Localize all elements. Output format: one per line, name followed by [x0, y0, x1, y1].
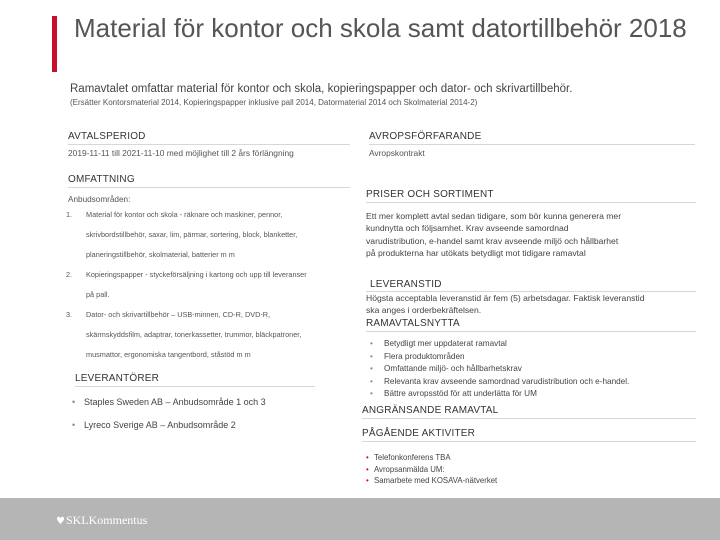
list-number: 2. — [66, 270, 73, 279]
activity-item: • Avropsanmälda UM: — [366, 464, 696, 476]
activity-item: • Telefonkonferens TBA — [366, 452, 696, 464]
ramavtalsnytta-list — [370, 338, 710, 401]
omfattning-intro: Anbudsområden: — [68, 195, 131, 204]
angransande-divider — [362, 418, 696, 419]
pagaende-divider — [362, 441, 696, 442]
angransande-heading: ANGRÄNSANDE RAMAVTAL — [362, 405, 499, 416]
skl-kommentus-logo — [56, 513, 147, 528]
omfattning-divider — [68, 187, 350, 188]
list-line: Kopieringspapper - styckeförsäljning i kartong och upp till leveranser — [86, 270, 307, 279]
list-line: skrivbordstillbehör, saxar, lim, pärmar, sortering, block, blanketter, — [86, 230, 298, 239]
leverantorer-divider — [75, 386, 315, 387]
pagaende-list — [366, 452, 696, 487]
list-line: skärmskyddsfilm, adaptrar, tonerkassetter, trummor, bläckpatroner, — [86, 330, 302, 339]
benefit-item: • Bättre avropsstöd för att underlätta för UM — [370, 388, 710, 401]
leveranstid-text — [366, 292, 706, 317]
list-number: 1. — [66, 210, 73, 219]
avropsforfarande-text: Avropskontrakt — [369, 148, 425, 158]
list-line: planeringstillbehör, skolmaterial, batterier m m — [86, 250, 235, 259]
agreement-summary: Ramavtalet omfattar material för kontor och skola, kopieringspapper och dator- och skrivartillbehör. — [70, 83, 573, 95]
page-title: Material för kontor och skola samt datortillbehör 2018 — [74, 13, 687, 43]
list-line: Material för kontor och skola - räknare och maskiner, pennor, — [86, 210, 283, 219]
list-number: 3. — [66, 310, 73, 319]
list-line: på pall. — [86, 290, 110, 299]
list-line: Dator- och skrivartillbehör – USB-minnen, CD-R, DVD-R, — [86, 310, 271, 319]
avropsforfarande-heading: AVROPSFÖRFARANDE — [369, 131, 482, 142]
avropsforfarande-divider — [369, 144, 695, 145]
anbudsomraden-list — [66, 205, 356, 365]
leveranstid-line: Högsta acceptabla leveranstid är fem (5) arbetsdagar. Faktisk leveranstid — [366, 293, 645, 303]
ramavtalsnytta-divider — [366, 331, 696, 332]
pagaende-heading: PÅGÅENDE AKTIVITER — [362, 428, 476, 439]
priser-divider — [366, 202, 696, 203]
avtalsperiod-divider — [68, 144, 350, 145]
list-line: musmattor, ergonomiska tangentbord, ståstöd m m — [86, 350, 251, 359]
leveranstid-line: ska anges i orderbekräftelsen. — [366, 305, 482, 316]
priser-line: varudistribution, e-handel samt krav avseende miljö och hållbarhet — [366, 235, 619, 246]
leverantorer-list — [72, 391, 352, 437]
priser-line: på produkterna har utökats betydligt mot tidigare ramavtal — [366, 247, 586, 258]
avtalsperiod-text: 2019-11-11 till 2021-11-10 med möjlighet till 2 års förlängning — [68, 148, 294, 158]
leverantorer-heading: LEVERANTÖRER — [75, 373, 160, 384]
list-item — [66, 205, 356, 265]
replaces-note: (Ersätter Kontorsmaterial 2014, Kopieringspapper inklusive pall 2014, Datormaterial 2014 och Skolmaterial 2014-2) — [70, 98, 478, 107]
supplier-item: • Staples Sweden AB – Anbudsområde 1 och 3 — [72, 391, 352, 414]
priser-heading: PRISER OCH SORTIMENT — [366, 189, 494, 200]
priser-text — [366, 210, 706, 259]
benefit-item: • Omfattande miljö- och hållbarhetskrav — [370, 363, 710, 376]
benefit-item: • Betydligt mer uppdaterat ramavtal — [370, 338, 710, 351]
heart-icon: ♥ — [56, 516, 65, 527]
list-item — [66, 265, 356, 305]
leveranstid-heading: LEVERANSTID — [370, 279, 442, 290]
omfattning-heading: OMFATTNING — [68, 174, 135, 185]
ramavtalsnytta-heading: RAMAVTALSNYTTA — [366, 318, 460, 329]
supplier-item: • Lyreco Sverige AB – Anbudsområde 2 — [72, 414, 352, 437]
activity-item: • Samarbete med KOSAVA-nätverket — [366, 475, 696, 487]
logo-text: SKLKommentus — [65, 513, 148, 527]
benefit-item: • Flera produktområden — [370, 351, 710, 364]
benefit-item: • Relevanta krav avseende samordnad varudistribution och e-handel. — [370, 376, 710, 389]
priser-line: Ett mer komplett avtal sedan tidigare, som bör kunna generera mer — [366, 211, 622, 221]
list-item — [66, 305, 356, 365]
avtalsperiod-heading: AVTALSPERIOD — [68, 131, 146, 142]
priser-line: kundnytta och följsamhet. Krav avseende samordnad — [366, 223, 569, 234]
title-accent-bar — [52, 16, 57, 72]
